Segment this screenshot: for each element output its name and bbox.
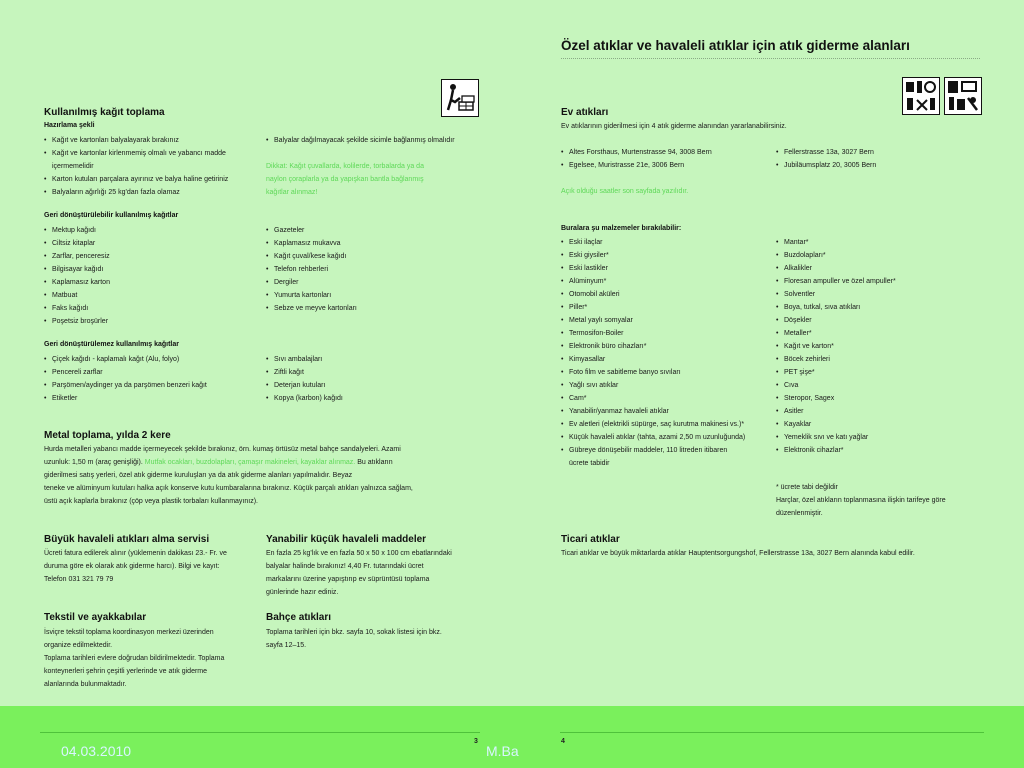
fees-note: * ücrete tabi değildir Harçlar, özel atıkların toplanmasına ilişkin tarifeye göre düzenlenmiştir. bbox=[776, 484, 946, 517]
recyclable-list-left bbox=[44, 224, 110, 328]
list-item: • Poşetsiz broşürler bbox=[44, 315, 110, 328]
nonrecyclable-heading: Geri dönüştürülemez kullanılmış kağıtlar bbox=[44, 341, 179, 348]
list-item: ücrete tabidir bbox=[569, 460, 610, 467]
materials-list-right bbox=[776, 236, 896, 457]
footer-date: 04.03.2010 bbox=[61, 743, 132, 759]
page-title: Özel atıklar ve havaleli atıklar için atık giderme alanları bbox=[561, 38, 910, 53]
paper-prep-list-right bbox=[266, 134, 455, 147]
list-item: • Mektup kağıdı bbox=[44, 224, 110, 237]
list-item: • Metaller* bbox=[776, 327, 896, 340]
page-number-right: 4 bbox=[561, 738, 565, 745]
list-item: • Asitler bbox=[776, 405, 896, 418]
household-heading: Ev atıkları bbox=[561, 107, 609, 118]
list-item: içermemelidir bbox=[52, 163, 94, 170]
list-item: • Yanabilir/yanmaz havaleli atıklar bbox=[561, 405, 745, 418]
commercial-text: Ticari atıklar ve büyük miktarlarda atıklar Hauptentsorgungshof, Fellerstrasse 13a, 3027 Bern alanında kabul edilir. bbox=[561, 550, 915, 557]
list-item: • Piller* bbox=[561, 301, 745, 314]
list-item: • Eski ilaçlar bbox=[561, 236, 745, 249]
footer-rule-left bbox=[40, 732, 480, 733]
list-item: • Solventler bbox=[776, 288, 896, 301]
paper-warning: Dikkat: Kağıt çuvallarda, kolilerde, torbalarda ya da naylon çoraplarla ya da yapışkan bantla bağlanmış kağıtlar alınmaz! bbox=[266, 163, 424, 196]
list-item: • Eski lastikler bbox=[561, 262, 745, 275]
paper-heading: Kullanılmış kağıt toplama bbox=[44, 107, 165, 118]
list-item: • Yumurta kartonları bbox=[266, 289, 357, 302]
list-item: • Egelsee, Muristrasse 21e, 3006 Bern bbox=[561, 159, 712, 172]
list-item: • PET şişe* bbox=[776, 366, 896, 379]
list-item: • Kaplamasız karton bbox=[44, 276, 110, 289]
commercial-heading: Ticari atıklar bbox=[561, 534, 620, 545]
list-item: • Balyalar dağılmayacak şekilde sicimle bağlanmış olmalıdır bbox=[266, 134, 455, 147]
list-item: • Ciltsiz kitaplar bbox=[44, 237, 110, 250]
list-item: • Kaplamasız mukavva bbox=[266, 237, 357, 250]
footer-code: M.Ba bbox=[486, 743, 519, 759]
list-item: • Sebze ve meyve kartonları bbox=[266, 302, 357, 315]
list-item: • Kağıt ve kartonlar kirlenmemiş olmalı ve yabancı madde bbox=[44, 147, 228, 160]
list-item: • Gübreye dönüşebilir maddeler, 110 litreden itibaren bbox=[561, 444, 745, 457]
list-item: • Zarflar, penceresiz bbox=[44, 250, 110, 263]
household-sites-right bbox=[776, 146, 876, 172]
list-item: • Cam* bbox=[561, 392, 745, 405]
household-waste-icons bbox=[902, 77, 982, 117]
list-item: • Kağıt ve karton* bbox=[776, 340, 896, 353]
list-item: • Bilgisayar kağıdı bbox=[44, 263, 110, 276]
page-number-left: 3 bbox=[474, 738, 478, 745]
list-item: • Ev aletleri (elektrikli süpürge, saç kurutma makinesi vs.)* bbox=[561, 418, 745, 431]
list-item: • Metal yaylı somyalar bbox=[561, 314, 745, 327]
list-item: • Jubiläumsplatz 20, 3005 Bern bbox=[776, 159, 876, 172]
list-item: • Buzdolapları* bbox=[776, 249, 896, 262]
list-item: • Çiçek kağıdı - kaplamalı kağıt (Alu, folyo) bbox=[44, 353, 207, 366]
list-item: • Küçük havaleli atıklar (tahta, azami 2,50 m uzunluğunda) bbox=[561, 431, 745, 444]
list-item: • Kağıt ve kartonları balyalayarak bırakınız bbox=[44, 134, 228, 147]
list-item: • Kayaklar bbox=[776, 418, 896, 431]
title-divider bbox=[561, 58, 980, 59]
list-item: • Elektronik cihazlar* bbox=[776, 444, 896, 457]
hours-note: Açık olduğu saatler son sayfada yazılıdır. bbox=[561, 188, 689, 195]
metal-text: Hurda metalleri yabancı madde içermeyecek şekilde bırakınız, örn. kumaş örtüsüz metal bahçe sandalyeleri. Azami uzunluk: 1,50 m (araç genişliği). Mutfak ocakları, buzdolapları, çamaşır makineleri, kayaklar alınmaz. Bu atıkların giderilmesi satış yerleri, özel atık giderme kuruluşları ya da atık giderme alanları yapılmalıdır. Beyaz teneke ve alüminyum kutuları halka açık konserve kutu kumbaralarına bırakınız. Küçük parçalı atıkları yalnızca sağlam, üstü açık kaplarla bırakınız (çöp veya plastik torbaları kullanmayınız). bbox=[44, 446, 413, 505]
household-sites-left bbox=[561, 146, 712, 172]
list-item: • Altes Forsthaus, Murtenstrasse 94, 3008 Bern bbox=[561, 146, 712, 159]
list-item: • Otomobil aküleri bbox=[561, 288, 745, 301]
small-bulky-heading: Yanabilir küçük havaleli maddeler bbox=[266, 534, 427, 545]
list-item: • Floresan ampuller ve özel ampuller* bbox=[776, 275, 896, 288]
list-item: • Sıvı ambalajları bbox=[266, 353, 343, 366]
list-item: • Pencereli zarflar bbox=[44, 366, 207, 379]
list-item: • Alüminyum* bbox=[561, 275, 745, 288]
list-item: • Yemeklik sıvı ve katı yağlar bbox=[776, 431, 896, 444]
list-item: • Yağlı sıvı atıklar bbox=[561, 379, 745, 392]
list-item: • Foto film ve sabitleme banyo sıvıları bbox=[561, 366, 745, 379]
list-item: • Ziftli kağıt bbox=[266, 366, 343, 379]
list-item: • Döşekler bbox=[776, 314, 896, 327]
list-item: • Matbuat bbox=[44, 289, 110, 302]
metal-heading: Metal toplama, yılda 2 kere bbox=[44, 430, 171, 441]
list-item: • Fellerstrasse 13a, 3027 Bern bbox=[776, 146, 876, 159]
list-item: • Termosifon-Boiler bbox=[561, 327, 745, 340]
list-item: • Deterjan kutuları bbox=[266, 379, 343, 392]
list-item: • Parşömen/aydinger ya da parşömen benzeri kağıt bbox=[44, 379, 207, 392]
textile-text: İsviçre tekstil toplama koordinasyon merkezi üzerinden organize edilmektedir. Toplama tarihleri evlere doğrudan bildirilmektedir. Toplama konteynerleri şehrin çeşitli yerlerinde ve atık giderme alanlarında bulunmaktadır. bbox=[44, 629, 225, 688]
nonrecyclable-list-left bbox=[44, 353, 207, 405]
bulky-heading: Büyük havaleli atıkları alma servisi bbox=[44, 534, 210, 545]
list-item: • Böcek zehirleri bbox=[776, 353, 896, 366]
materials-list-left bbox=[561, 236, 745, 470]
garden-text: Toplama tarihleri için bkz. sayfa 10, sokak listesi için bkz. sayfa 12–15. bbox=[266, 629, 442, 649]
list-item: • Kimyasallar bbox=[561, 353, 745, 366]
list-item: • Karton kutuları parçalara ayırınız ve balya haline getiriniz bbox=[44, 173, 228, 186]
list-item: • Faks kağıdı bbox=[44, 302, 110, 315]
recyclable-heading: Geri dönüştürülebilir kullanılmış kağıtlar bbox=[44, 212, 179, 219]
list-item: • Kağıt çuval/kese kağıdı bbox=[266, 250, 357, 263]
garden-heading: Bahçe atıkları bbox=[266, 612, 332, 623]
footer-rule-right bbox=[560, 732, 984, 733]
household-intro: Ev atıklarının giderilmesi için 4 atık giderme alanından yararlanabilirsiniz. bbox=[561, 123, 787, 130]
list-item: • Balyaların ağırlığı 25 kg'dan fazla olamaz bbox=[44, 186, 228, 199]
list-item: • Boya, tutkal, sıva atıkları bbox=[776, 301, 896, 314]
paper-prep-heading: Hazırlama şekli bbox=[44, 122, 95, 129]
list-item: • Steropor, Sagex bbox=[776, 392, 896, 405]
paper-prep-list bbox=[44, 134, 228, 199]
recyclable-list-right bbox=[266, 224, 357, 315]
materials-heading: Buralara şu malzemeler bırakılabilir: bbox=[561, 225, 682, 232]
list-item: • Cıva bbox=[776, 379, 896, 392]
hazardous-items-icon bbox=[902, 77, 940, 115]
list-item: • Telefon rehberleri bbox=[266, 263, 357, 276]
battery-appliances-icon bbox=[944, 77, 982, 115]
list-item: • Elektronik büro cihazları* bbox=[561, 340, 745, 353]
small-bulky-text: En fazla 25 kg'lık ve en fazla 50 x 50 x 100 cm ebatlarındaki balyalar halinde bırakınız! 4,40 Fr. tutarındaki ücret markalarını üzerine yapıştırıp ev süprüntüsü toplama günlerinde hazır ediniz. bbox=[266, 550, 452, 596]
nonrecyclable-list-right bbox=[266, 353, 343, 405]
textile-heading: Tekstil ve ayakkabılar bbox=[44, 612, 147, 623]
list-item: • Gazeteler bbox=[266, 224, 357, 237]
list-item: • Eski giysiler* bbox=[561, 249, 745, 262]
list-item: • Etiketler bbox=[44, 392, 207, 405]
paper-bundle-icon bbox=[441, 79, 479, 117]
bulky-text: Ücreti fatura edilerek alınır (yüklemenin dakikası 23.- Fr. ve duruma göre ek olarak atık giderme harcı). Bilgi ve kayıt: Telefon 031 321 79 79 bbox=[44, 550, 227, 583]
list-item: • Dergiler bbox=[266, 276, 357, 289]
list-item: • Alkalikler bbox=[776, 262, 896, 275]
list-item: • Mantar* bbox=[776, 236, 896, 249]
list-item: • Kopya (karbon) kağıdı bbox=[266, 392, 343, 405]
